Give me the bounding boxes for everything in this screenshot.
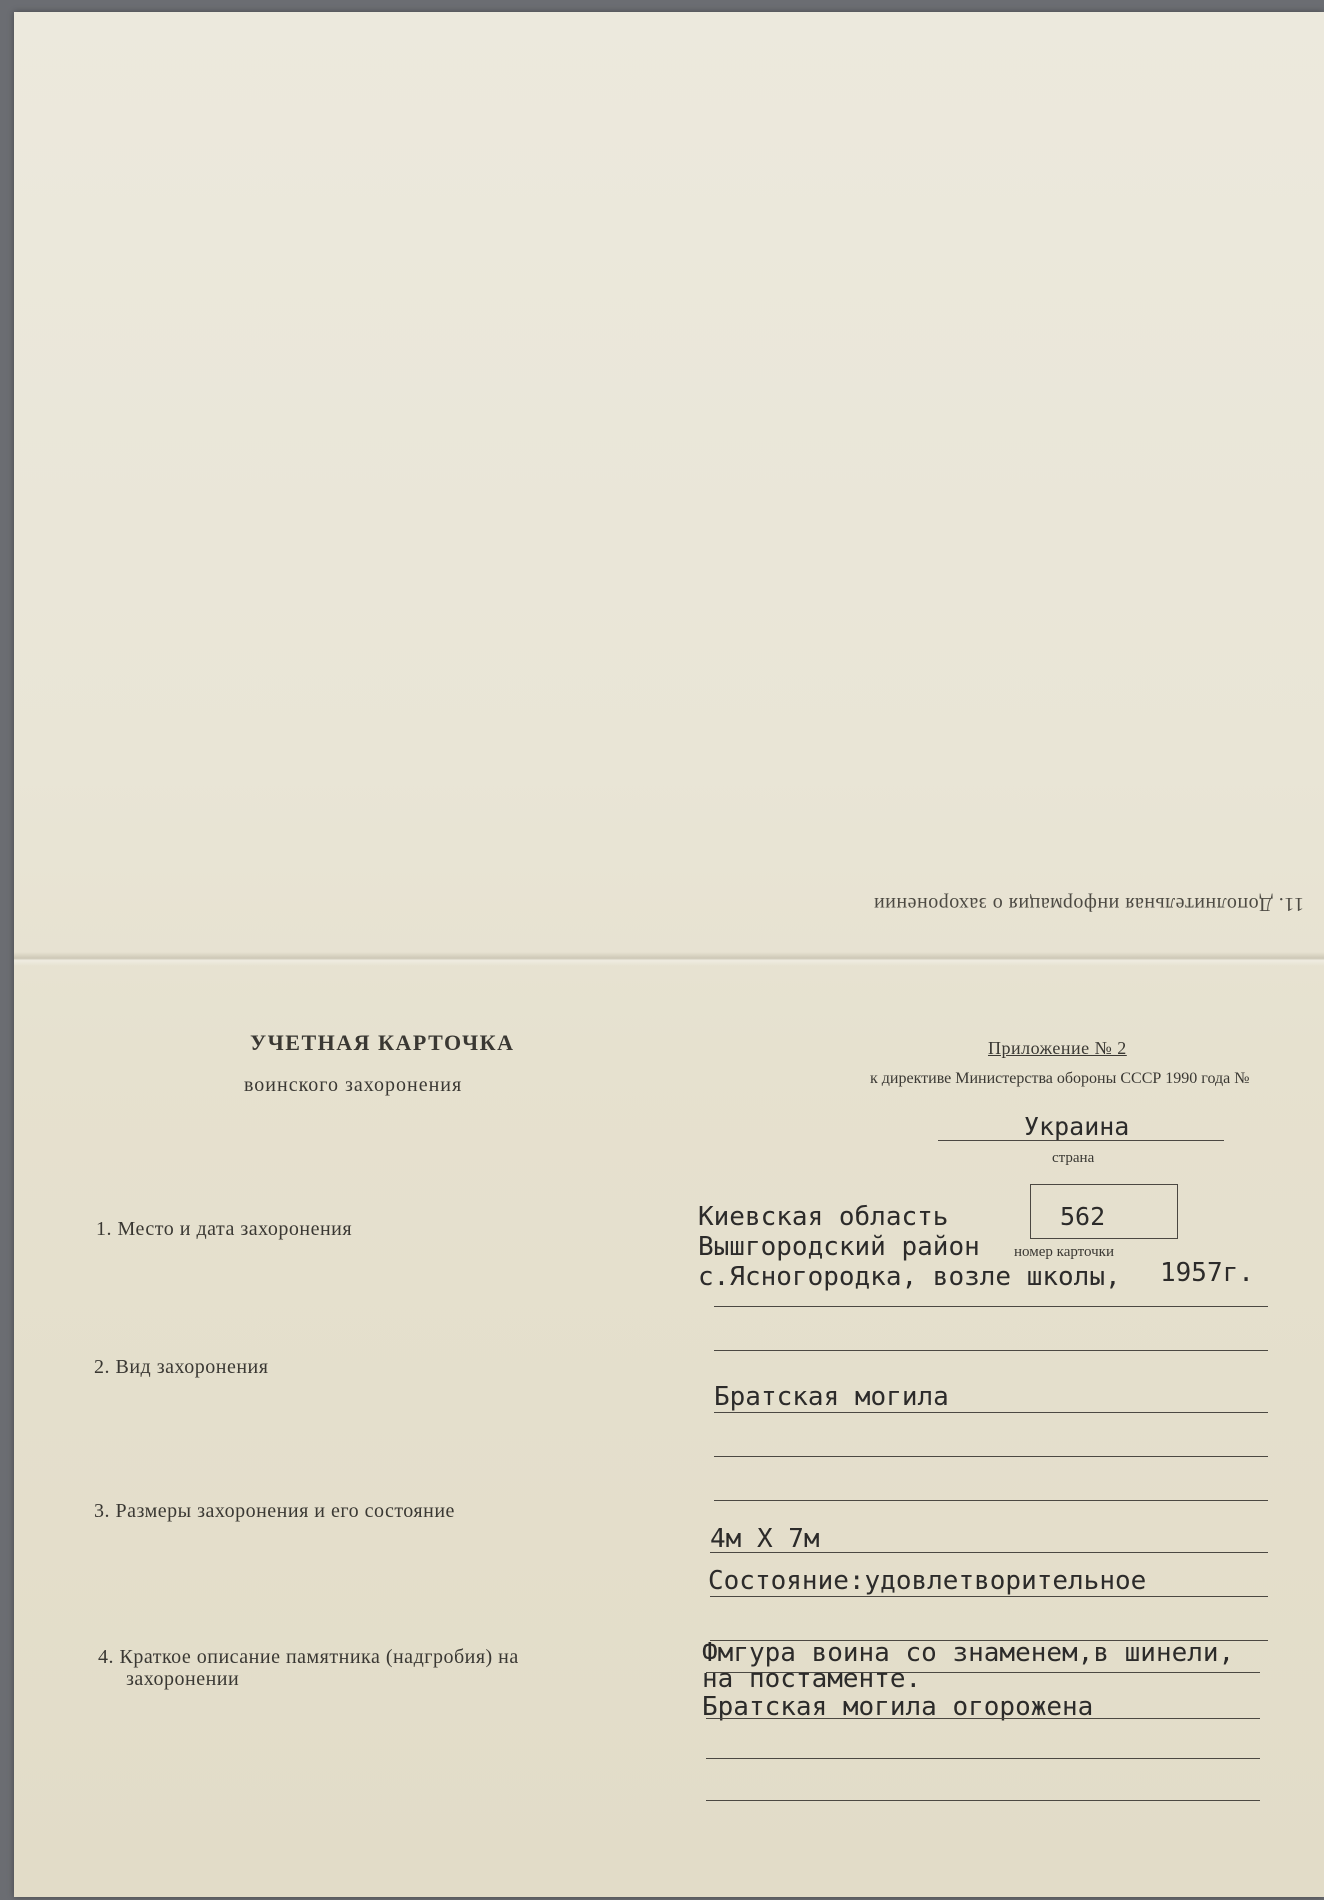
additional-info-heading: 11. Дополнительная информация о захоронении (873, 893, 1304, 915)
field3-line-2 (710, 1596, 1268, 1597)
field3-line-1 (710, 1552, 1268, 1553)
card-number-caption: номер карточки (1014, 1244, 1114, 1260)
country-line (938, 1140, 1224, 1141)
document-sheet (14, 12, 1324, 1897)
field2-value: Братская могила (714, 1382, 949, 1412)
field4-label-line1: 4. Краткое описание памятника (надгробия) на (98, 1646, 519, 1668)
country-value: Украина (1024, 1112, 1130, 1141)
field3-label: 3. Размеры захоронения и его состояние (94, 1500, 455, 1522)
field1-line-2 (714, 1350, 1268, 1351)
field1-district: Вышгородский район (698, 1232, 980, 1262)
field4-value-1: Фмгура воина со знаменем,в шинели, (702, 1638, 1235, 1668)
field1-line-1 (714, 1306, 1268, 1307)
card-number: 562 (1060, 1202, 1106, 1231)
paper-fold (14, 952, 1324, 966)
field2-label: 2. Вид захоронения (94, 1356, 269, 1378)
field4-line-4 (706, 1800, 1260, 1801)
field4-line-1 (706, 1672, 1260, 1673)
field3-size: 4м Х 7м (710, 1524, 820, 1554)
field1-label: 1. Место и дата захоронения (96, 1218, 353, 1240)
field4-line-2 (706, 1718, 1260, 1719)
field2-line-3 (714, 1500, 1268, 1501)
field4-value-3: Братская могила огорожена (702, 1692, 1094, 1722)
field2-line-1 (714, 1412, 1268, 1413)
field1-region: Киевская область (698, 1202, 949, 1232)
field1-village: с.Ясногородка, возле школы, (698, 1262, 1121, 1292)
field4-line-3 (706, 1758, 1260, 1759)
country-caption: страна (1052, 1150, 1095, 1166)
card-title: УЧЕТНАЯ КАРТОЧКА (250, 1030, 515, 1055)
card-subtitle: воинского захоронения (244, 1074, 463, 1096)
field2-line-2 (714, 1456, 1268, 1457)
field1-year: 1957г. (1160, 1258, 1254, 1288)
appendix-label: Приложение № 2 (988, 1038, 1127, 1058)
field4-value-2: на постаменте. (702, 1664, 922, 1694)
directive-text: к директиве Министерства обороны СССР 1990 года № (870, 1070, 1250, 1087)
field4-label-line2: захоронении (126, 1668, 240, 1690)
field3-condition: Состояние:удовлетворительное (708, 1566, 1147, 1596)
